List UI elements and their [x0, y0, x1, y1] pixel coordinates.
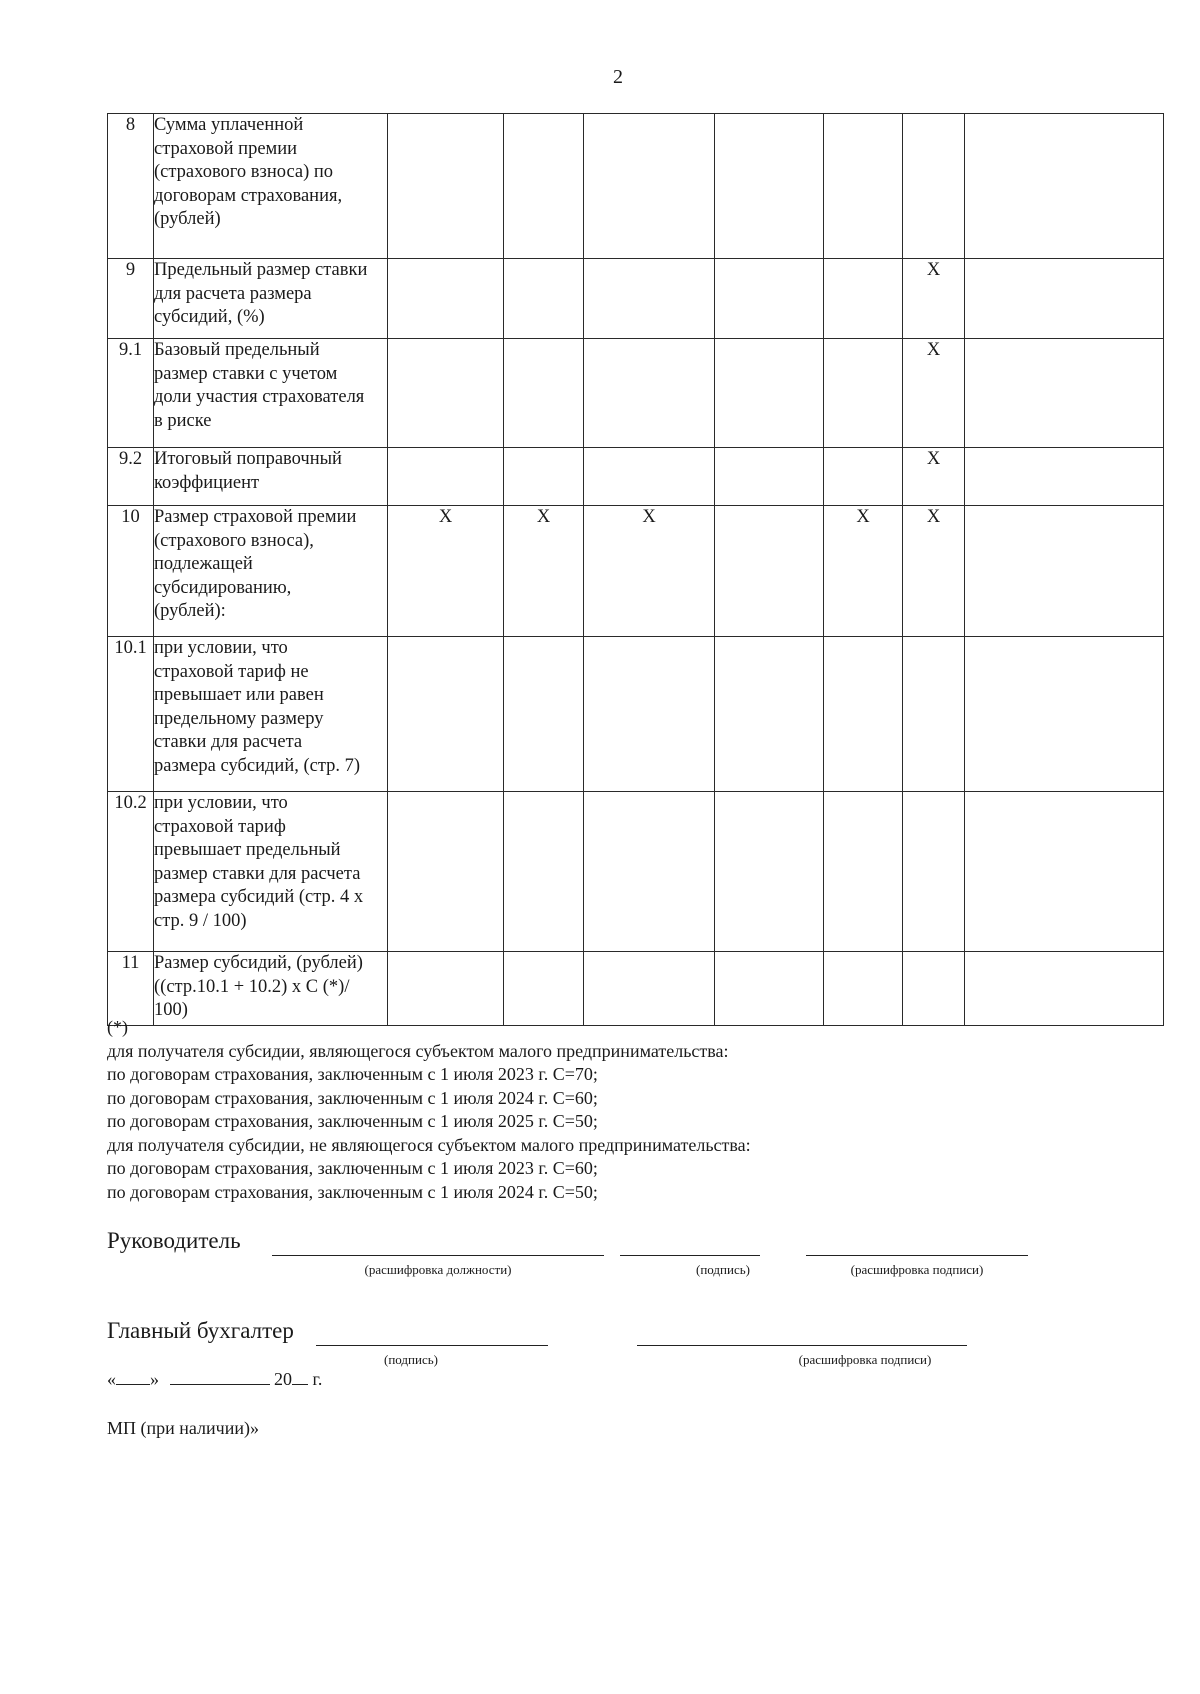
row-label-line: Итоговый поправочный — [154, 449, 342, 469]
row-label-line: размера субсидий, (стр. 7) — [154, 755, 361, 776]
row-label-line: стр. 9 / 100) — [154, 910, 247, 931]
head-name-caption: (расшифровка подписи) — [850, 1262, 984, 1277]
value-cell[interactable] — [824, 259, 903, 339]
footnote-line: по договорам страхования, заключенным с 1 июля 2024 г. C=60; — [107, 1087, 598, 1108]
value-cell[interactable] — [715, 114, 824, 259]
value-cell[interactable]: X — [903, 448, 965, 506]
value-cell[interactable] — [504, 792, 584, 952]
row-label-line: размер ставки для расчета — [154, 863, 361, 884]
table-row — [108, 952, 1164, 1026]
head-position-caption: (расшифровка должности) — [364, 1262, 512, 1277]
value-cell[interactable] — [824, 448, 903, 506]
value-cell[interactable] — [504, 637, 584, 792]
row-label-line: (страхового взноса) по — [154, 162, 334, 182]
row-number: 8 — [108, 114, 154, 259]
value-cell[interactable] — [715, 259, 824, 339]
value-cell[interactable]: X — [584, 506, 715, 637]
row-label-line: размер ставки с учетом — [154, 363, 338, 384]
date-year-prefix: 20 — [274, 1369, 292, 1389]
value-cell[interactable] — [824, 952, 903, 1026]
footnote-line: для получателя субсидии, являющегося субъектом малого предпринимательства: — [107, 1040, 729, 1061]
date-day-blank[interactable] — [116, 1368, 150, 1385]
page-number: 2 — [613, 66, 623, 88]
row-label-line: предельному размеру — [154, 708, 324, 729]
accountant-signature-line[interactable] — [316, 1345, 548, 1346]
value-cell[interactable] — [715, 637, 824, 792]
value-cell[interactable] — [504, 259, 584, 339]
value-cell[interactable]: X — [388, 506, 504, 637]
value-cell[interactable] — [715, 339, 824, 448]
row-label — [154, 952, 388, 1026]
row-label-line: 100) — [154, 1000, 188, 1020]
accountant-signature-caption: (подпись) — [384, 1352, 438, 1367]
value-cell[interactable]: X — [903, 339, 965, 448]
value-cell[interactable] — [965, 952, 1164, 1026]
value-cell[interactable] — [388, 448, 504, 506]
table-row — [108, 114, 1164, 259]
value-cell[interactable]: X — [504, 506, 584, 637]
row-label-line: подлежащей — [154, 554, 253, 574]
value-cell[interactable] — [504, 114, 584, 259]
row-label-line: субсидированию, — [154, 577, 292, 598]
row-label — [154, 259, 388, 339]
value-cell[interactable] — [504, 339, 584, 448]
date-line — [107, 1368, 322, 1390]
value-cell[interactable] — [584, 448, 715, 506]
row-label-line: страховой тариф не — [154, 661, 309, 682]
value-cell[interactable] — [584, 952, 715, 1026]
value-cell[interactable] — [584, 114, 715, 259]
row-label-line: договорам страхования, — [154, 185, 343, 206]
value-cell[interactable]: X — [903, 259, 965, 339]
row-label-line: при условии, что — [154, 638, 288, 658]
value-cell[interactable] — [965, 506, 1164, 637]
head-name-line[interactable] — [806, 1255, 1028, 1256]
value-cell[interactable] — [388, 792, 504, 952]
accountant-title: Главный бухгалтер — [107, 1318, 294, 1343]
date-month-blank[interactable] — [170, 1368, 270, 1385]
value-cell[interactable] — [584, 339, 715, 448]
value-cell[interactable] — [504, 448, 584, 506]
footnote-line: для получателя субсидии, не являющегося субъектом малого предпринимательства: — [107, 1134, 751, 1155]
row-number: 9 — [108, 259, 154, 339]
value-cell[interactable] — [965, 637, 1164, 792]
value-cell[interactable] — [388, 339, 504, 448]
row-label-line: Размер субсидий, (рублей) — [154, 953, 363, 973]
row-label-line: (рублей): — [154, 601, 226, 621]
subsidy-calculation-table — [107, 113, 1164, 1026]
date-year-blank[interactable] — [292, 1368, 308, 1385]
value-cell[interactable] — [965, 259, 1164, 339]
value-cell[interactable] — [504, 952, 584, 1026]
row-label-line: страховой тариф — [154, 816, 286, 837]
row-label-line: (рублей) — [154, 209, 221, 229]
table-row — [108, 339, 1164, 448]
row-number: 10.1 — [108, 637, 154, 792]
table-row — [108, 259, 1164, 339]
row-label-line: коэффициент — [154, 472, 260, 493]
value-cell[interactable] — [903, 114, 965, 259]
value-cell[interactable] — [965, 114, 1164, 259]
accountant-name-caption: (расшифровка подписи) — [798, 1352, 932, 1367]
row-number: 10 — [108, 506, 154, 637]
value-cell[interactable]: X — [824, 506, 903, 637]
value-cell[interactable] — [965, 339, 1164, 448]
value-cell[interactable] — [715, 952, 824, 1026]
footnote-mark: (*) — [107, 1017, 128, 1037]
head-title: Руководитель — [107, 1228, 241, 1253]
row-label — [154, 339, 388, 448]
row-label-line: Базовый предельный — [154, 340, 320, 360]
row-label-line: при условии, что — [154, 793, 288, 813]
head-signature-line[interactable] — [620, 1255, 760, 1256]
row-label — [154, 792, 388, 952]
row-label-line: доли участия страхователя — [154, 387, 365, 407]
value-cell[interactable] — [584, 792, 715, 952]
row-label-line: Предельный размер ставки — [154, 260, 368, 280]
footnote — [107, 1016, 751, 1204]
row-number: 9.1 — [108, 339, 154, 448]
value-cell[interactable] — [965, 792, 1164, 952]
value-cell[interactable] — [388, 637, 504, 792]
footnote-line: по договорам страхования, заключенным с 1 июля 2023 г. C=60; — [107, 1158, 598, 1178]
value-cell[interactable] — [715, 792, 824, 952]
value-cell[interactable] — [903, 637, 965, 792]
value-cell[interactable] — [824, 339, 903, 448]
row-label-line: Размер страховой премии — [154, 507, 357, 527]
row-label — [154, 114, 388, 259]
date-year-suffix: г. — [312, 1369, 323, 1389]
date-close-quote: » — [150, 1369, 159, 1389]
value-cell[interactable] — [965, 448, 1164, 506]
footnote-line: по договорам страхования, заключенным с 1 июля 2025 г. C=50; — [107, 1111, 598, 1131]
row-label-line: (страхового взноса), — [154, 530, 314, 551]
value-cell[interactable] — [824, 637, 903, 792]
row-label — [154, 506, 388, 637]
row-label-line: субсидий, (%) — [154, 307, 265, 327]
table-row — [108, 637, 1164, 792]
row-label-line: ставки для расчета — [154, 732, 303, 752]
head-position-line[interactable] — [272, 1255, 604, 1256]
row-number: 10.2 — [108, 792, 154, 952]
row-number: 9.2 — [108, 448, 154, 506]
date-open-quote: « — [107, 1369, 116, 1389]
value-cell[interactable] — [388, 114, 504, 259]
value-cell[interactable]: X — [903, 506, 965, 637]
footnote-line: по договорам страхования, заключенным с 1 июля 2024 г. C=50; — [107, 1181, 598, 1202]
table-row — [108, 506, 1164, 637]
row-label — [154, 637, 388, 792]
row-label-line: превышает или равен — [154, 685, 324, 705]
value-cell[interactable] — [584, 259, 715, 339]
table-row — [108, 448, 1164, 506]
value-cell[interactable] — [388, 259, 504, 339]
row-label-line: страховой премии — [154, 138, 298, 159]
row-label-line: размера субсидий (стр. 4 x — [154, 887, 364, 907]
value-cell[interactable] — [715, 448, 824, 506]
row-label-line: Сумма уплаченной — [154, 115, 304, 135]
row-label-line: ((стр.10.1 + 10.2) x C (*)/ — [154, 976, 350, 997]
accountant-name-line[interactable] — [637, 1345, 967, 1346]
row-label-line: превышает предельный — [154, 840, 341, 860]
value-cell[interactable] — [388, 952, 504, 1026]
head-signature-caption: (подпись) — [696, 1262, 750, 1277]
table-row — [108, 792, 1164, 952]
footnote-line: по договорам страхования, заключенным с 1 июля 2023 г. C=70; — [107, 1064, 598, 1084]
value-cell[interactable] — [903, 952, 965, 1026]
value-cell[interactable] — [715, 506, 824, 637]
stamp-note: МП (при наличии)» — [107, 1418, 259, 1438]
value-cell[interactable] — [824, 114, 903, 259]
row-label — [154, 448, 388, 506]
row-label-line: в риске — [154, 410, 212, 431]
value-cell[interactable] — [584, 637, 715, 792]
row-number: 11 — [108, 952, 154, 1026]
row-label-line: для расчета размера — [154, 283, 312, 304]
value-cell[interactable] — [824, 792, 903, 952]
value-cell[interactable] — [903, 792, 965, 952]
